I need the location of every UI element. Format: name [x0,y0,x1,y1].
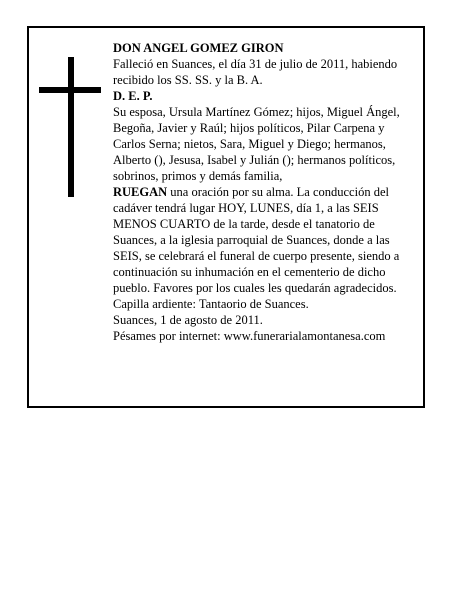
request-paragraph [113,184,418,312]
ruegan-word: RUEGAN [113,185,168,199]
cross-vertical-bar [68,57,74,197]
notice-text [113,40,418,344]
obituary-notice [27,26,425,408]
deceased-name: DON ANGEL GOMEZ GIRON [113,41,284,55]
death-announcement: Falleció en Suances, el día 31 de julio de 2011, habiendo recibido los SS. SS. y la B. A. [113,57,398,87]
cross-horizontal-bar [39,87,101,93]
request-text: una oración por su alma. La conducción del cadáver tendrá lugar HOY, LUNES, día 1, a las SEIS MENOS CUARTO de la tarde, desde el tanatorio de Suances, a la iglesia parroquial de Suances, donde a las SEIS, se celebrará el funeral de cuerpo presente, siendo a continuación su inhumación en el cementerio de dicho pueblo. Favores por los cuales les quedarán agradecidos. Capilla ardiente: Tantaorio de Suances. [113,185,400,311]
dep-line: D. E. P. [113,89,153,103]
family-list: Su esposa, Ursula Martínez Gómez; hijos, Miguel Ángel, Begoña, Javier y Raúl; hijos políticos, Pilar Carpena y Carlos Serna; nietos, Sara, Miguel y Diego; hermanos, Alberto (), Jesusa, Isabel y Julián (); hermanos políticos, sobrinos, primos y demás familia, [113,105,400,183]
date-line: Suances, 1 de agosto de 2011. [113,313,263,327]
condolences-line: Pésames por internet: www.funerarialamontanesa.com [113,329,386,343]
